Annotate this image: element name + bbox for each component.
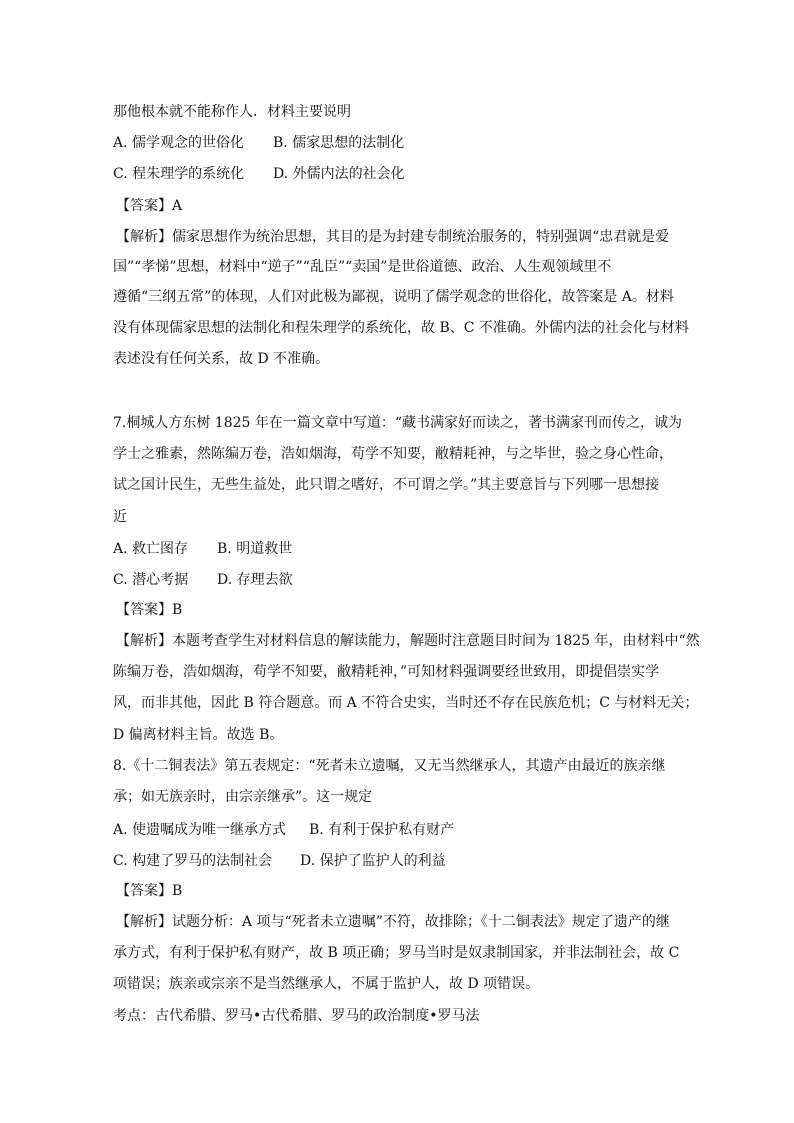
question-7-answer: 【答案】B bbox=[116, 602, 183, 618]
question-7-stem-line: 近 bbox=[113, 509, 127, 525]
question-8-stem-line: 8.《十二铜表法》第五表规定：“死者未立遗嘱，又无当然继承人，其遗产由最近的族亲继 bbox=[113, 758, 666, 774]
question-6-analysis-line: 国”“孝悌”思想，材料中“逆子”“乱臣”“卖国”是世俗道德、政治、人生观领域里不 bbox=[113, 259, 612, 275]
question-6-analysis-line: 【解析】儒家思想作为统治思想，其目的是为封建专制统治服务的，特别强调“忠君就是爱 bbox=[116, 229, 670, 245]
question-7-stem-line: 试之国计民生，无些生益处，此只谓之嗜好，不可谓之学。”其主要意旨与下列哪一思想接 bbox=[113, 477, 660, 493]
question-6-stem-tail: 那他根本就不能称作人．材料主要说明 bbox=[113, 104, 351, 120]
question-8-analysis-line: 【解析】试题分析：A 项与“死者未立遗嘱”不符，故排除；《十二铜表法》规定了遗产的继 bbox=[116, 914, 670, 930]
question-8-option-b: B. 有利于保护私有财产 bbox=[309, 822, 455, 838]
question-7-options-row-2 bbox=[113, 570, 673, 590]
question-8-stem-line: 承；如无族亲时，由宗亲继承”。这一规定 bbox=[113, 789, 373, 805]
question-8-analysis-line: 承方式，有利于保护私有财产，故 B 项正确；罗马当时是奴隶制国家，并非法制社会，故 C bbox=[113, 945, 680, 961]
question-6-options-row-2 bbox=[113, 164, 673, 184]
question-7-stem-line: 7.桐城人方东树 1825 年在一篇文章中写道：“藏书满家好而读之，著书满家刊而传之，诚为 bbox=[113, 415, 683, 431]
question-6-option-b: B. 儒家思想的法制化 bbox=[273, 135, 405, 151]
question-7-analysis-line: 【解析】本题考查学生对材料信息的解读能力，解题时注意题目时间为 1825 年，由材料中“然 bbox=[116, 633, 700, 649]
question-6-option-c: C. 程朱理学的系统化 bbox=[113, 166, 245, 182]
question-6-analysis-line: 表述没有任何关系，故 D 不准确。 bbox=[113, 351, 330, 367]
question-7-options-row-1 bbox=[113, 539, 673, 559]
question-7-option-b: B. 明道救世 bbox=[217, 541, 293, 557]
question-7-analysis-line: 风，而非其他，因此 B 符合题意。而 A 不符合史实，当时还不存在民族危机；C 与材料无关； bbox=[113, 695, 699, 711]
question-7-analysis-line: 陈编万卷，浩如烟海，苟学不知要，敝精耗神，”可知材料强调要经世致用，即提倡崇实学 bbox=[113, 664, 660, 680]
question-6-option-d: D. 外儒内法的社会化 bbox=[273, 166, 405, 182]
question-7-option-d: D. 存理去欲 bbox=[217, 572, 293, 588]
question-8-option-a: A. 使遗嘱成为唯一继承方式 bbox=[113, 822, 287, 838]
question-7-option-c: C. 潜心考据 bbox=[113, 572, 189, 588]
question-7-stem-line: 学士之雅素，然陈编万卷，浩如烟海，苟学不知要，敝精耗神，与之毕世，验之身心性命， bbox=[113, 446, 673, 462]
question-6-analysis-line: 遵循“三纲五常”的体现，人们对此极为鄙视，说明了儒学观念的世俗化，故答案是 A。材料 bbox=[113, 289, 674, 305]
question-8-option-d: D. 保护了监护人的利益 bbox=[300, 853, 446, 869]
question-6-option-a: A. 儒学观念的世俗化 bbox=[113, 135, 245, 151]
question-7-analysis-line: D 偏离材料主旨。故选 B。 bbox=[113, 727, 284, 743]
question-8-option-c: C. 构建了罗马的法制社会 bbox=[113, 853, 273, 869]
question-8-options-row-2 bbox=[113, 851, 673, 871]
question-6-answer: 【答案】A bbox=[116, 198, 183, 214]
question-6-options-row-1 bbox=[113, 133, 673, 153]
question-6-analysis-line: 没有体现儒家思想的法制化和程朱理学的系统化，故 B、C 不准确。外儒内法的社会化与材料 bbox=[113, 320, 689, 336]
question-7-option-a: A. 救亡图存 bbox=[113, 541, 189, 557]
question-8-answer: 【答案】B bbox=[116, 883, 183, 899]
question-8-kaodian: 考点：古代希腊、罗马•古代希腊、罗马的政治制度•罗马法 bbox=[113, 1008, 480, 1024]
question-8-analysis-line: 项错误；族亲或宗亲不是当然继承人，不属于监护人，故 D 项错误。 bbox=[113, 976, 540, 992]
question-8-options-row-1 bbox=[113, 820, 673, 840]
